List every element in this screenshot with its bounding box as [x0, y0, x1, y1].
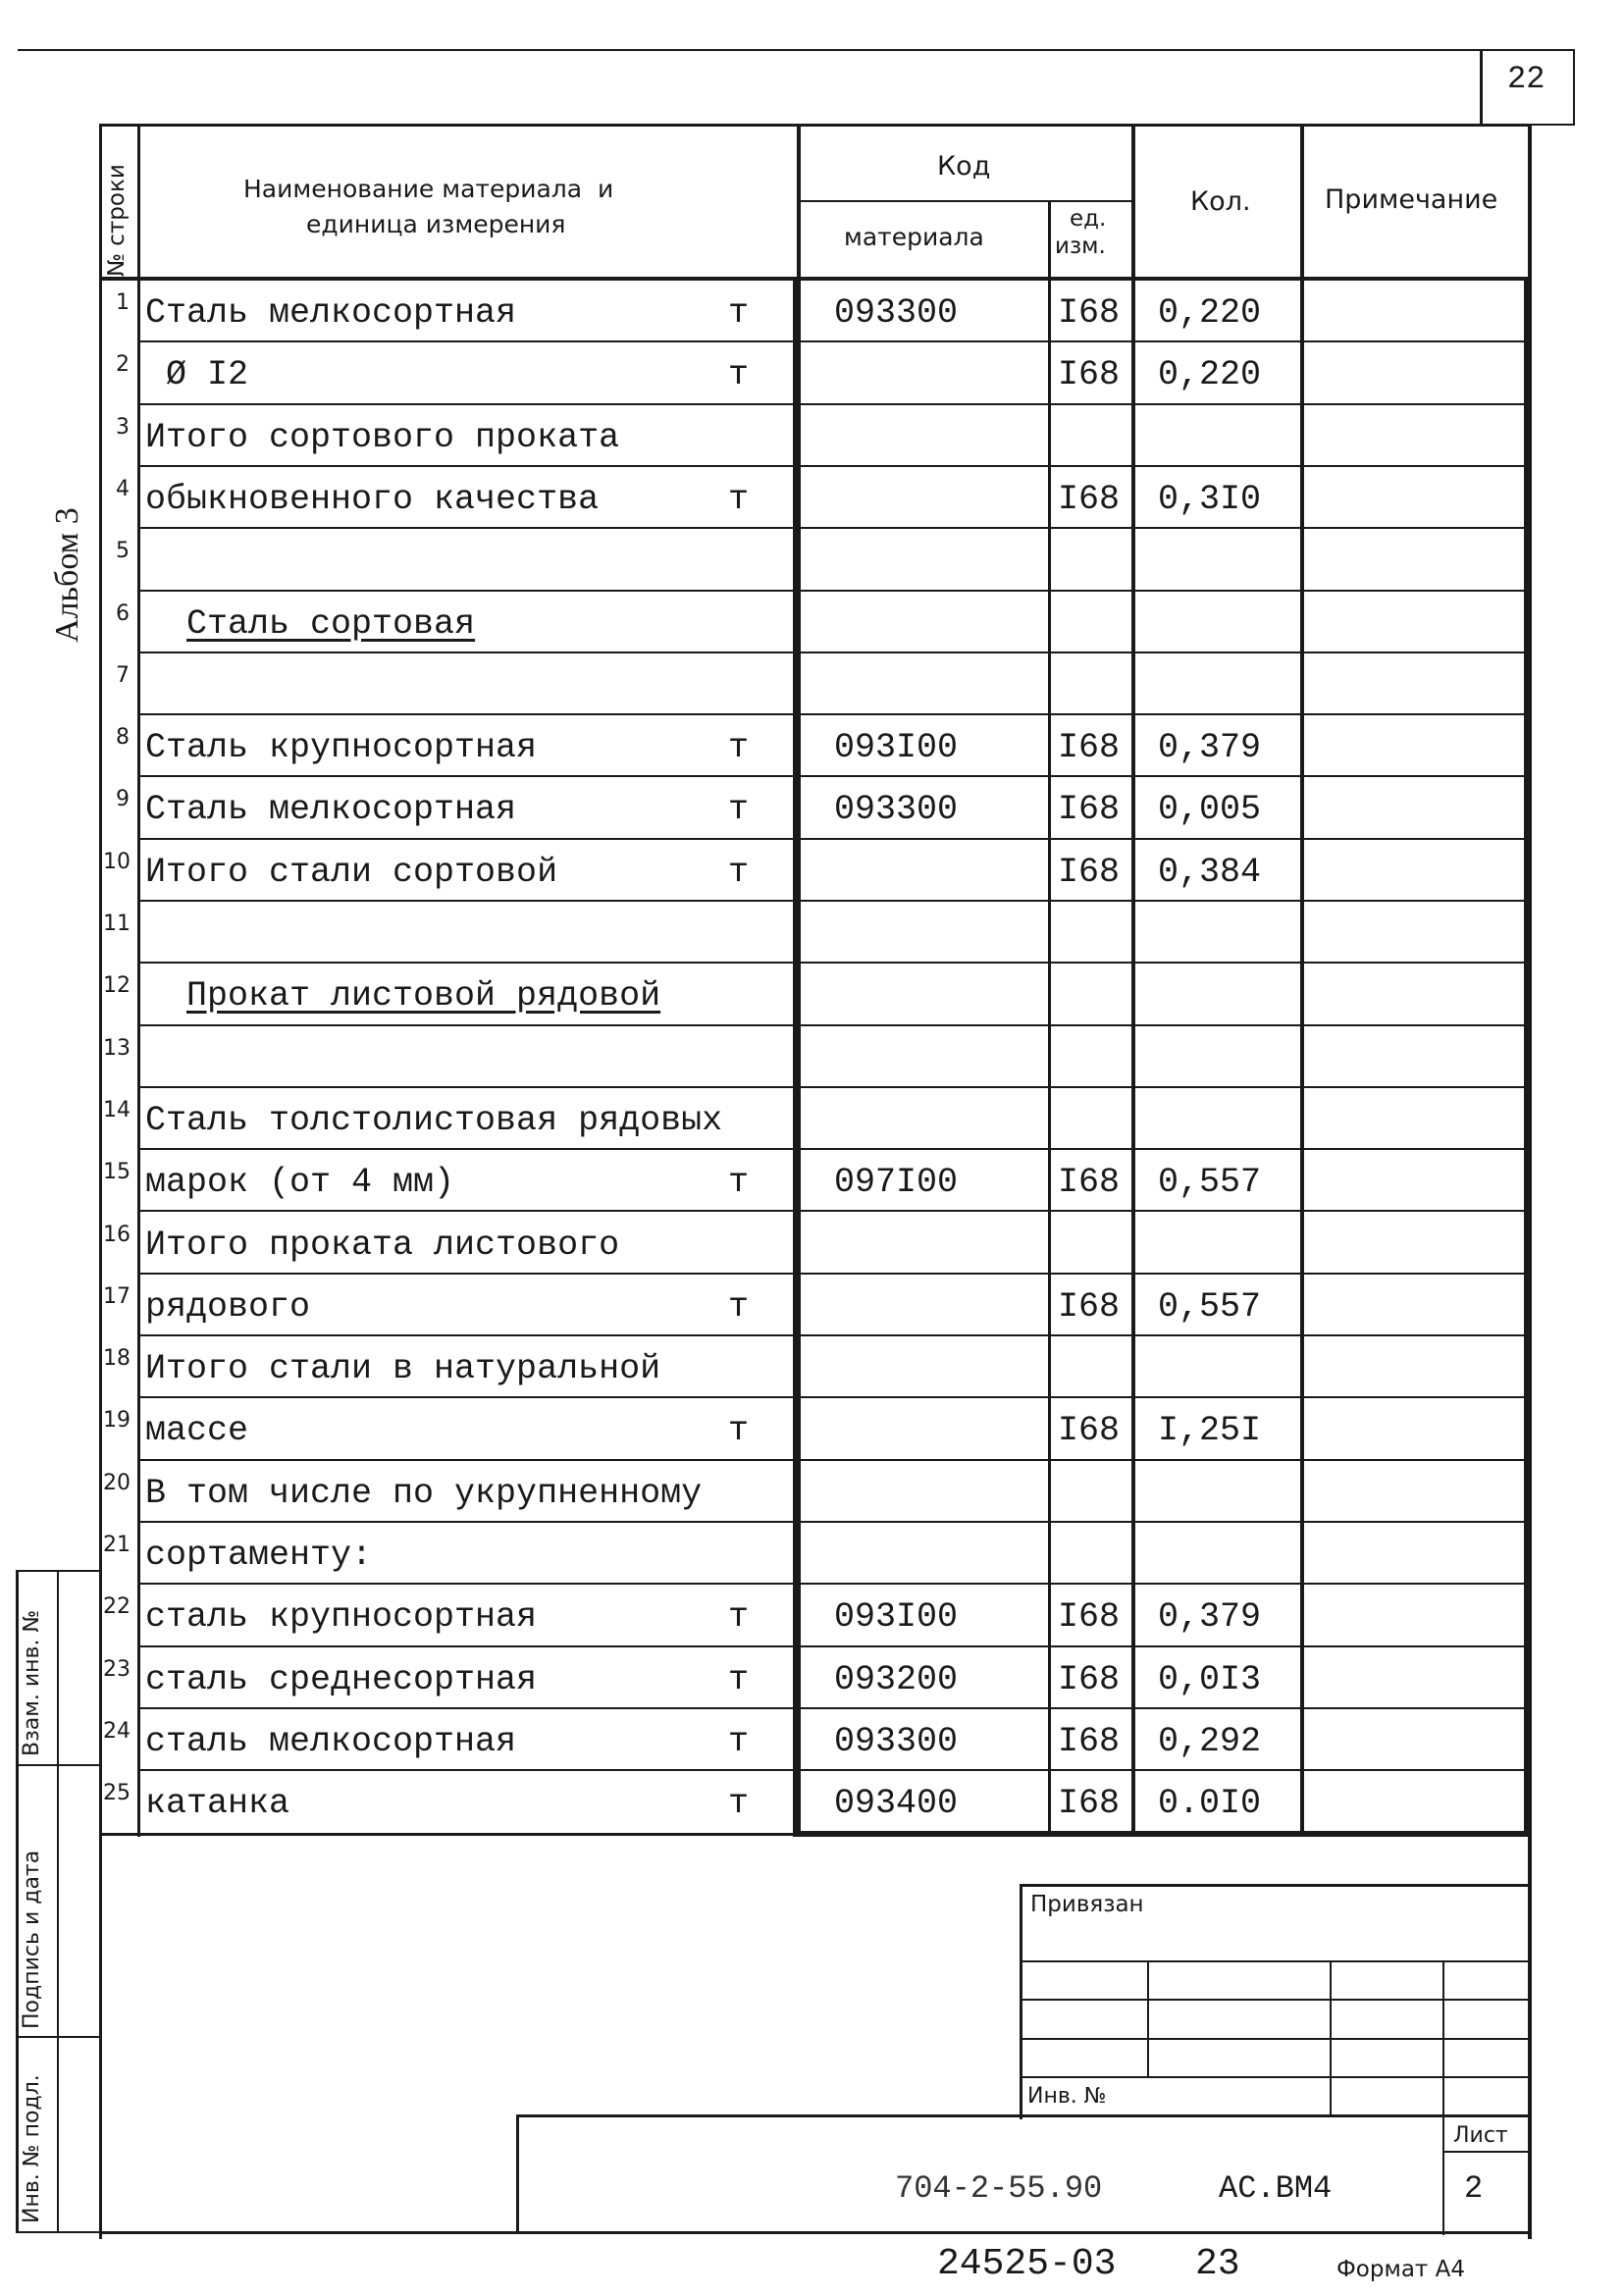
- row-divider: [137, 1396, 1529, 1398]
- row-divider: [137, 1707, 1529, 1709]
- row-divider: [137, 1148, 1529, 1150]
- stamp-doc-mark: АС.ВМ4: [1219, 2170, 1333, 2207]
- row-name: обыкновенного качества: [145, 480, 600, 519]
- page-number: 22: [1507, 61, 1545, 97]
- row-name: Итого стали в натуральной: [145, 1349, 661, 1388]
- row-number: 25: [103, 1781, 131, 1805]
- row-material-code: 093200: [834, 1660, 959, 1699]
- row-material-code: 097I00: [834, 1163, 959, 1202]
- row-quantity: 0,557: [1158, 1163, 1262, 1202]
- row-unit: т: [728, 728, 750, 767]
- row-quantity: 0,220: [1158, 355, 1262, 394]
- row-material-code: 093300: [834, 790, 959, 829]
- row-number: 7: [116, 663, 130, 688]
- row-number: 24: [103, 1719, 131, 1744]
- stamp-inv-no: Инв. №: [1027, 2084, 1107, 2109]
- header-code: Код: [937, 151, 991, 182]
- row-name: Прокат листовой рядовой: [186, 976, 661, 1016]
- row-quantity: 0,292: [1158, 1722, 1262, 1761]
- row-number: 21: [103, 1533, 131, 1557]
- row-quantity: 0,220: [1158, 293, 1262, 333]
- row-number: 8: [116, 725, 130, 750]
- header-material: материала: [844, 223, 984, 251]
- row-number: 6: [116, 601, 130, 626]
- row-number: 10: [103, 850, 131, 874]
- row-number: 3: [116, 415, 130, 440]
- row-name: сортаменту:: [145, 1536, 373, 1575]
- row-number: 4: [116, 477, 130, 501]
- row-material-code: 093I00: [834, 728, 959, 767]
- row-unit-code: I68: [1058, 1411, 1121, 1450]
- row-divider: [137, 713, 1529, 715]
- row-unit-code: I68: [1058, 728, 1121, 767]
- row-name: Сталь толстолистовая рядовых: [145, 1101, 723, 1140]
- side-inv-podl-label: Инв. № подл.: [20, 2074, 44, 2223]
- header-qty: Кол.: [1190, 186, 1251, 217]
- row-divider: [137, 838, 1529, 840]
- row-unit-code: I68: [1058, 355, 1121, 394]
- row-unit: т: [728, 853, 750, 892]
- row-unit: т: [728, 355, 750, 394]
- row-number: 20: [103, 1471, 131, 1495]
- row-name: Сталь мелкосортная: [145, 293, 517, 333]
- row-unit-code: I68: [1058, 790, 1121, 829]
- stamp-privyazan: Привязан: [1030, 1892, 1144, 1917]
- row-number: 23: [103, 1657, 131, 1682]
- row-unit: т: [728, 1597, 750, 1637]
- format-label: Формат А4: [1336, 2257, 1465, 2282]
- row-unit: т: [728, 1411, 750, 1450]
- row-number: 17: [103, 1284, 131, 1309]
- row-unit-code: I68: [1058, 293, 1121, 333]
- row-divider: [137, 1086, 1529, 1088]
- header-note: Примечание: [1325, 184, 1498, 215]
- row-material-code: 093400: [834, 1784, 959, 1823]
- row-divider: [137, 340, 1529, 342]
- row-name: рядового: [145, 1287, 311, 1327]
- row-name: сталь крупносортная: [145, 1597, 538, 1637]
- row-number: 12: [103, 973, 131, 998]
- row-divider: [137, 590, 1529, 592]
- row-name: сталь среднесортная: [145, 1660, 538, 1699]
- row-quantity: 0,0I3: [1158, 1660, 1262, 1699]
- row-divider: [137, 465, 1529, 467]
- row-unit-code: I68: [1058, 1660, 1121, 1699]
- row-number: 14: [103, 1098, 131, 1122]
- row-name: массе: [145, 1411, 249, 1450]
- row-number: 11: [103, 912, 131, 936]
- row-unit: т: [728, 790, 750, 829]
- row-divider: [137, 1459, 1529, 1461]
- row-divider: [137, 962, 1529, 964]
- row-unit-code: I68: [1058, 1784, 1121, 1823]
- row-divider: [137, 1769, 1529, 1771]
- row-divider: [137, 900, 1529, 902]
- side-podpis-label: Подпись и дата: [20, 1850, 44, 2029]
- row-unit-code: I68: [1058, 1597, 1121, 1637]
- archive-number: 24525-03: [937, 2243, 1117, 2285]
- row-number: 5: [116, 539, 130, 563]
- row-number: 13: [103, 1036, 131, 1061]
- row-number: 19: [103, 1408, 131, 1433]
- row-material-code: 093300: [834, 293, 959, 333]
- row-divider: [137, 1521, 1529, 1523]
- row-name: катанка: [145, 1784, 290, 1823]
- row-divider: [137, 1273, 1529, 1275]
- row-unit: т: [728, 480, 750, 519]
- row-name: сталь мелкосортная: [145, 1722, 517, 1761]
- stamp-doc-code: 704-2-55.90: [895, 2170, 1103, 2207]
- row-name: В том числе по укрупненному: [145, 1474, 703, 1513]
- row-divider: [137, 1645, 1529, 1647]
- row-unit-code: I68: [1058, 1163, 1121, 1202]
- row-unit-code: I68: [1058, 853, 1121, 892]
- row-divider: [137, 403, 1529, 405]
- row-name: Сталь крупносортная: [145, 728, 538, 767]
- row-quantity: 0,384: [1158, 853, 1262, 892]
- row-divider: [137, 652, 1529, 653]
- row-quantity: 0,557: [1158, 1287, 1262, 1327]
- row-unit: т: [728, 293, 750, 333]
- row-divider: [137, 775, 1529, 777]
- row-number: 18: [103, 1346, 131, 1371]
- row-number: 22: [103, 1594, 131, 1619]
- archive-page: 23: [1195, 2243, 1240, 2285]
- row-unit-code: I68: [1058, 1287, 1121, 1327]
- row-name: марок (от 4 мм): [145, 1163, 455, 1202]
- header-name-line1: Наименование материала и: [243, 175, 614, 203]
- row-unit: т: [728, 1163, 750, 1202]
- row-name: Ø I2: [145, 355, 249, 394]
- row-name: Сталь мелкосортная: [145, 790, 517, 829]
- stamp-sheet-number: 2: [1464, 2170, 1484, 2207]
- row-divider: [137, 1334, 1529, 1336]
- row-unit: т: [728, 1722, 750, 1761]
- header-name-line2: единица измерения: [306, 210, 566, 238]
- row-quantity: 0,005: [1158, 790, 1262, 829]
- row-quantity: I,25I: [1158, 1411, 1262, 1450]
- row-divider: [137, 527, 1529, 529]
- header-unit-line2: изм.: [1055, 234, 1106, 259]
- row-divider: [137, 1583, 1529, 1585]
- row-number: 2: [116, 352, 130, 377]
- row-name: Сталь сортовая: [186, 604, 476, 644]
- row-unit-code: I68: [1058, 1722, 1121, 1761]
- row-name: Итого стали сортовой: [145, 853, 558, 892]
- row-number: 9: [116, 787, 130, 811]
- row-unit-code: I68: [1058, 480, 1121, 519]
- row-unit: т: [728, 1660, 750, 1699]
- row-number: 15: [103, 1160, 131, 1184]
- row-material-code: 093I00: [834, 1597, 959, 1637]
- header-unit-line1: ед.: [1070, 206, 1107, 232]
- row-quantity: 0.0I0: [1158, 1784, 1262, 1823]
- row-quantity: 0,3I0: [1158, 480, 1262, 519]
- row-name: Итого проката листового: [145, 1226, 620, 1265]
- stamp-list-label: Лист: [1453, 2123, 1508, 2148]
- row-divider: [137, 1024, 1529, 1026]
- row-material-code: 093300: [834, 1722, 959, 1761]
- side-vzam-label: Взам. инв. №: [20, 1609, 44, 1756]
- row-quantity: 0,379: [1158, 1597, 1262, 1637]
- row-name: Итого сортового проката: [145, 418, 620, 457]
- row-number: 1: [116, 290, 130, 315]
- row-unit: т: [728, 1784, 750, 1823]
- row-quantity: 0,379: [1158, 728, 1262, 767]
- header-row-no: № строки: [104, 164, 130, 277]
- row-number: 16: [103, 1223, 131, 1247]
- row-unit: т: [728, 1287, 750, 1327]
- album-label: Альбом 3: [49, 507, 85, 643]
- row-divider: [137, 1210, 1529, 1212]
